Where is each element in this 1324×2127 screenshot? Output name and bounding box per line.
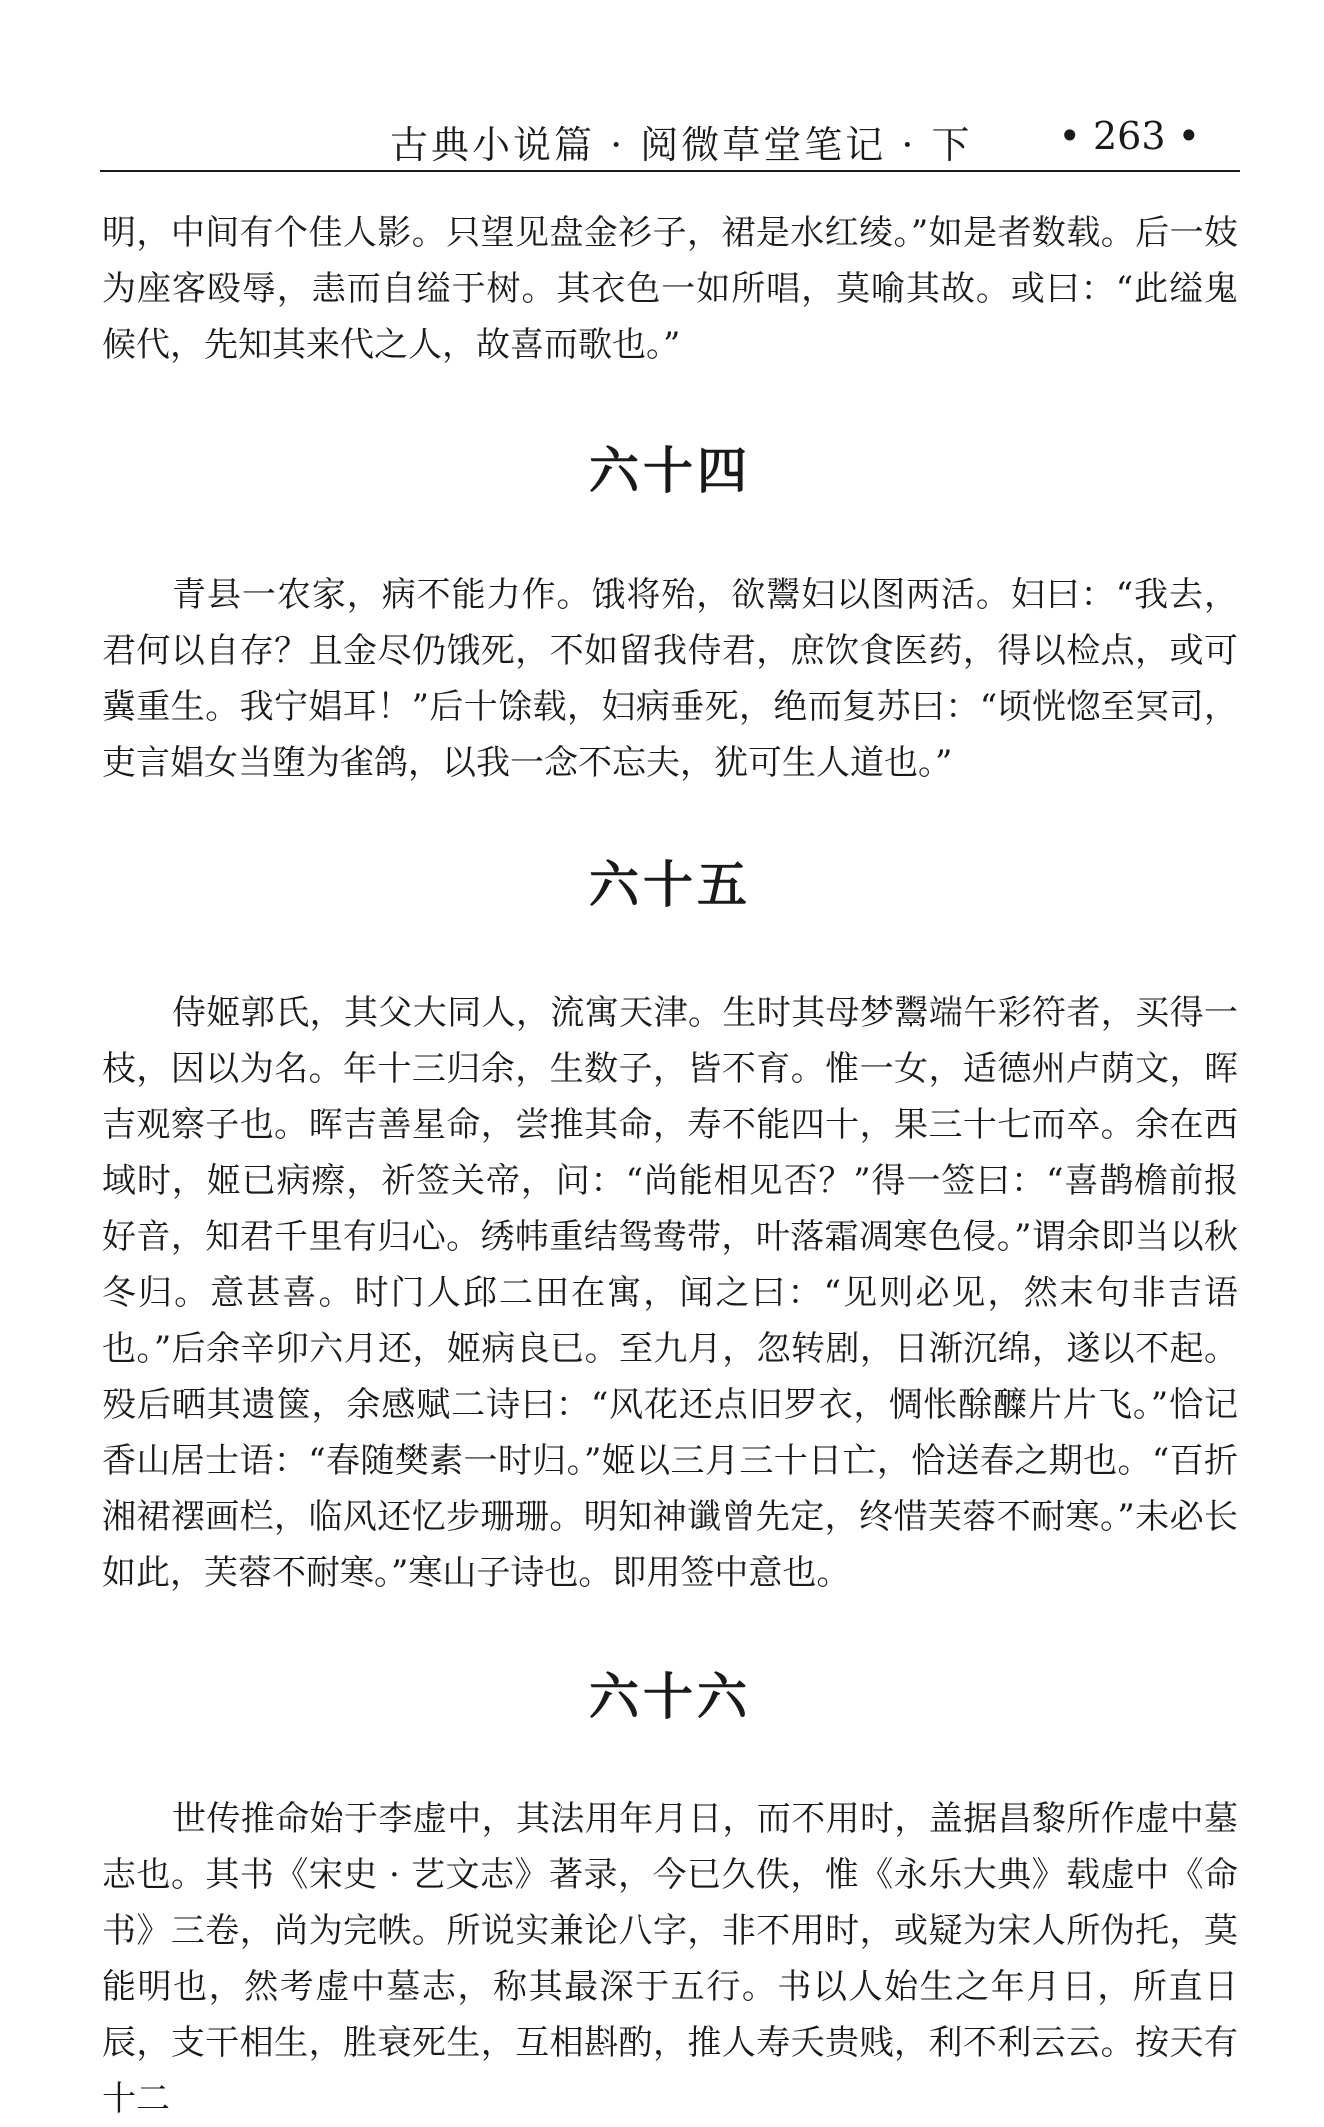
section-66-paragraph: 世传推命始于李虚中，其法用年月日，而不用时，盖据昌黎所作虚中墓志也。其书《宋史 · 艺文志》著录，今已久佚，惟《永乐大典》载虚中《命书》三卷，尚为完帙。所说实兼论八字，非不用时，或疑为宋人所伪托，莫能明也，然考虚中墓志，称其最深于五行。书以人始生之年月日，所直日辰，支干相生，胜衰死生，互相斟酌，推人寿夭贵贱，利不利云云。按天有十二: [102, 1799, 1238, 2119]
page-number: • 263 •: [1058, 114, 1200, 158]
section-title-65: 六十五: [589, 855, 751, 914]
section-title-64: 六十四: [589, 441, 751, 500]
running-header: [100, 100, 1240, 172]
page-body: [102, 205, 1238, 2127]
running-title: 古典小说篇 · 阅微草堂笔记 · 下: [390, 123, 973, 167]
section-64-paragraph: 青县一农家，病不能力作。饿将殆，欲鬻妇以图两活。妇曰：“我去，君何以自存？且金尽仍饿死，不如留我侍君，庶饮食医药，得以检点，或可冀重生。我宁娼耳！”后十馀载，妇病垂死，绝而复苏曰：“顷恍惚至冥司，吏言娼女当堕为雀鸽，以我一念不忘夫，犹可生人道也。”: [102, 575, 1238, 783]
continuation-paragraph: 明，中间有个佳人影。只望见盘金衫子，裙是水红绫。”如是者数载。后一妓为座客殴辱，恚而自缢于树。其衣色一如所唱，莫喻其故。或曰：“此缢鬼候代，先知其来代之人，故喜而歌也。”: [102, 213, 1238, 365]
section-65-paragraph: 侍姬郭氏，其父大同人，流寓天津。生时其母梦鬻端午彩符者，买得一枝，因以为名。年十三归余，生数子，皆不育。惟一女，适德州卢荫文，晖吉观察子也。晖吉善星命，尝推其命，寿不能四十，果三十七而卒。余在西域时，姬已病瘵，祈签关帝，问：“尚能相见否？”得一签曰：“喜鹊檐前报好音，知君千里有归心。绣帏重结鸳鸯带，叶落霜凋寒色侵。”谓余即当以秋冬归。意甚喜。时门人邱二田在寓，闻之曰：“见则必见，然末句非吉语也。”后余辛卯六月还，姬病良已。至九月，忽转剧，日渐沉绵，遂以不起。殁后晒其遗箧，余感赋二诗曰：“风花还点旧罗衣，惆怅酴醾片片飞。”恰记香山居士语：“春随樊素一时归。”姬以三月三十日亡，恰送春之期也。“百折湘裙䙓画栏，临风还忆步珊珊。明知神谶曾先定，终惜芙蓉不耐寒。”未必长如此，芙蓉不耐寒。”寒山子诗也。即用签中意也。: [102, 993, 1238, 1593]
section-title-66: 六十六: [589, 1667, 751, 1726]
